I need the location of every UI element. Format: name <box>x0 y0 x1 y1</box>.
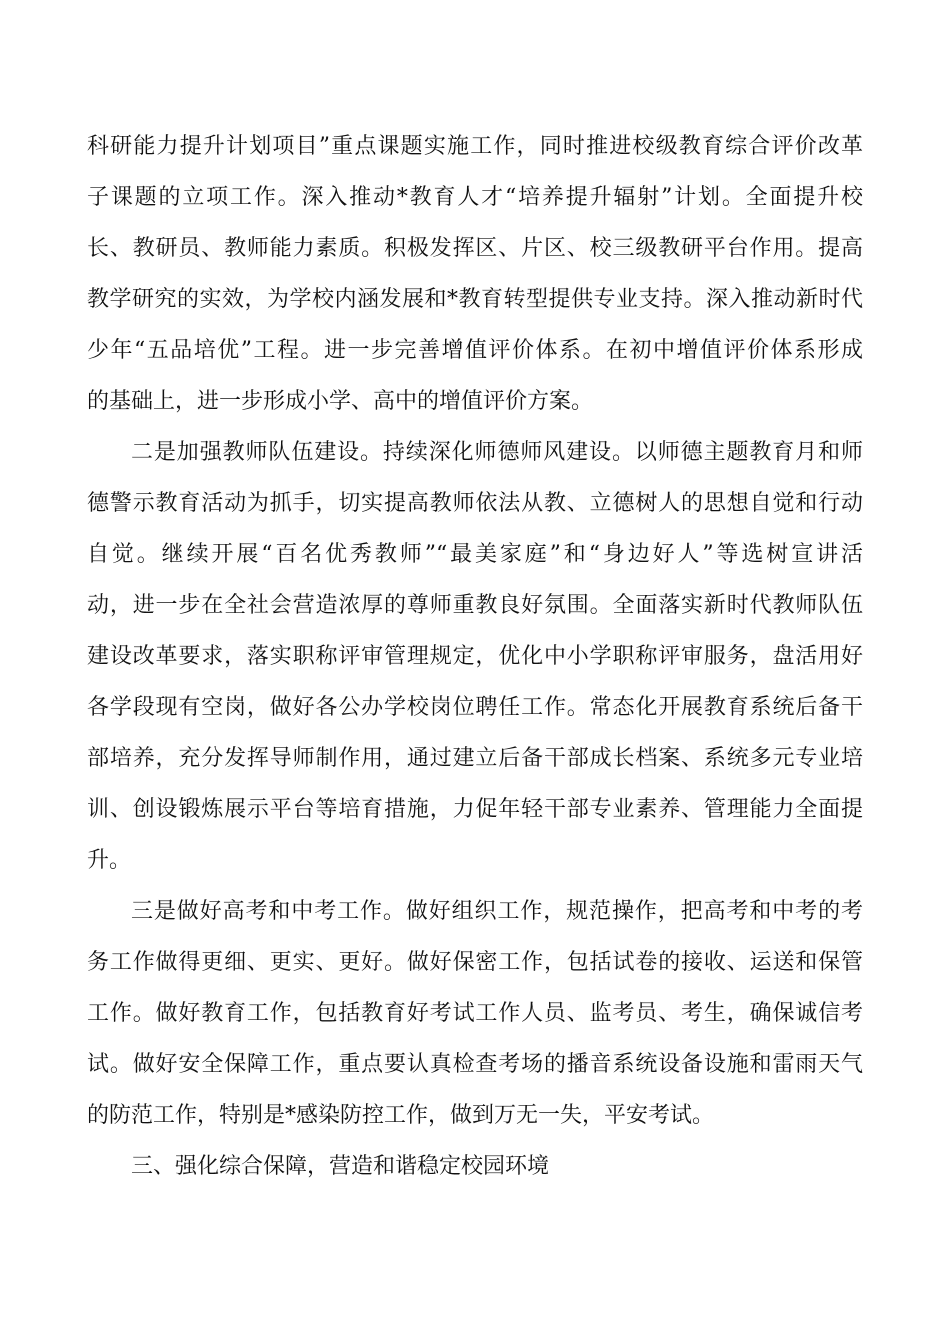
text-line: 升。 <box>87 848 132 873</box>
paragraph-teachers-line <box>87 744 863 774</box>
paragraph-exams-line <box>87 1050 863 1080</box>
text-line-indented: 三是做好高考和中考工作。做好组织工作，规范操作，把高考和中考的考 <box>131 899 863 924</box>
text-line: 少年“五品培优”工程。进一步完善增值评价体系。在初中增值评价体系形成 <box>87 338 863 363</box>
section-heading-text: 三、强化综合保障，营造和谐稳定校园环境 <box>131 1154 550 1179</box>
text-line: 试。做好安全保障工作，重点要认真检查考场的播音系统设备设施和雷雨天气 <box>87 1052 863 1077</box>
paragraph-teachers-line <box>87 540 863 570</box>
paragraph-teachers-line <box>87 795 863 825</box>
paragraph-teachers-line <box>87 642 863 672</box>
text-line: 教学研究的实效，为学校内涵发展和*教育转型提供专业支持。深入推动新时代 <box>87 287 863 312</box>
text-line: 务工作做得更细、更实、更好。做好保密工作，包括试卷的接收、运送和保管 <box>87 950 863 975</box>
text-line: 训、创设锻炼展示平台等培育措施，力促年轻干部专业素养、管理能力全面提 <box>87 797 863 822</box>
paragraph-teachers-line <box>87 489 863 519</box>
section-heading <box>87 1152 863 1182</box>
text-line: 部培养，充分发挥导师制作用，通过建立后备干部成长档案、系统多元专业培 <box>87 746 863 771</box>
text-line: 科研能力提升计划项目”重点课题实施工作，同时推进校级教育综合评价改革 <box>87 134 863 159</box>
paragraph-teachers-line <box>87 846 863 876</box>
text-line: 动，进一步在全社会营造浓厚的尊师重教良好氛围。全面落实新时代教师队伍 <box>87 593 863 618</box>
paragraph-teachers-line <box>87 591 863 621</box>
paragraph-research-line <box>87 336 863 366</box>
paragraph-research-line <box>87 183 863 213</box>
paragraph-teachers-line <box>87 693 863 723</box>
paragraph-research-line <box>87 285 863 315</box>
paragraph-research-line <box>87 387 863 417</box>
paragraph-research-line <box>87 234 863 264</box>
text-line: 工作。做好教育工作，包括教育好考试工作人员、监考员、考生，确保诚信考 <box>87 1001 863 1026</box>
paragraph-exams <box>87 897 863 927</box>
paragraph-exams-line <box>87 1101 863 1131</box>
text-line: 建设改革要求，落实职称评审管理规定，优化中小学职称评审服务，盘活用好 <box>87 644 863 669</box>
text-line: 的基础上，进一步形成小学、高中的增值评价方案。 <box>87 389 594 414</box>
text-line: 德警示教育活动为抓手，切实提高教师依法从教、立德树人的思想自觉和行动 <box>87 491 863 516</box>
paragraph-exams-line <box>87 999 863 1029</box>
text-line: 各学段现有空岗，做好各公办学校岗位聘任工作。常态化开展教育系统后备干 <box>87 695 863 720</box>
text-line-indented: 二是加强教师队伍建设。持续深化师德师风建设。以师德主题教育月和师 <box>131 440 863 465</box>
paragraph-research <box>87 132 863 162</box>
paragraph-exams-line <box>87 948 863 978</box>
text-line: 长、教研员、教师能力素质。积极发挥区、片区、校三级教研平台作用。提高 <box>87 236 863 261</box>
text-line: 的防范工作，特别是*感染防控工作，做到万无一失，平安考试。 <box>87 1103 715 1128</box>
text-line: 子课题的立项工作。深入推动*教育人才“培养提升辐射”计划。全面提升校 <box>87 185 863 210</box>
text-line: 自觉。继续开展“百名优秀教师”“最美家庭”和“身边好人”等选树宣讲活 <box>87 542 863 567</box>
paragraph-teachers <box>87 438 863 468</box>
